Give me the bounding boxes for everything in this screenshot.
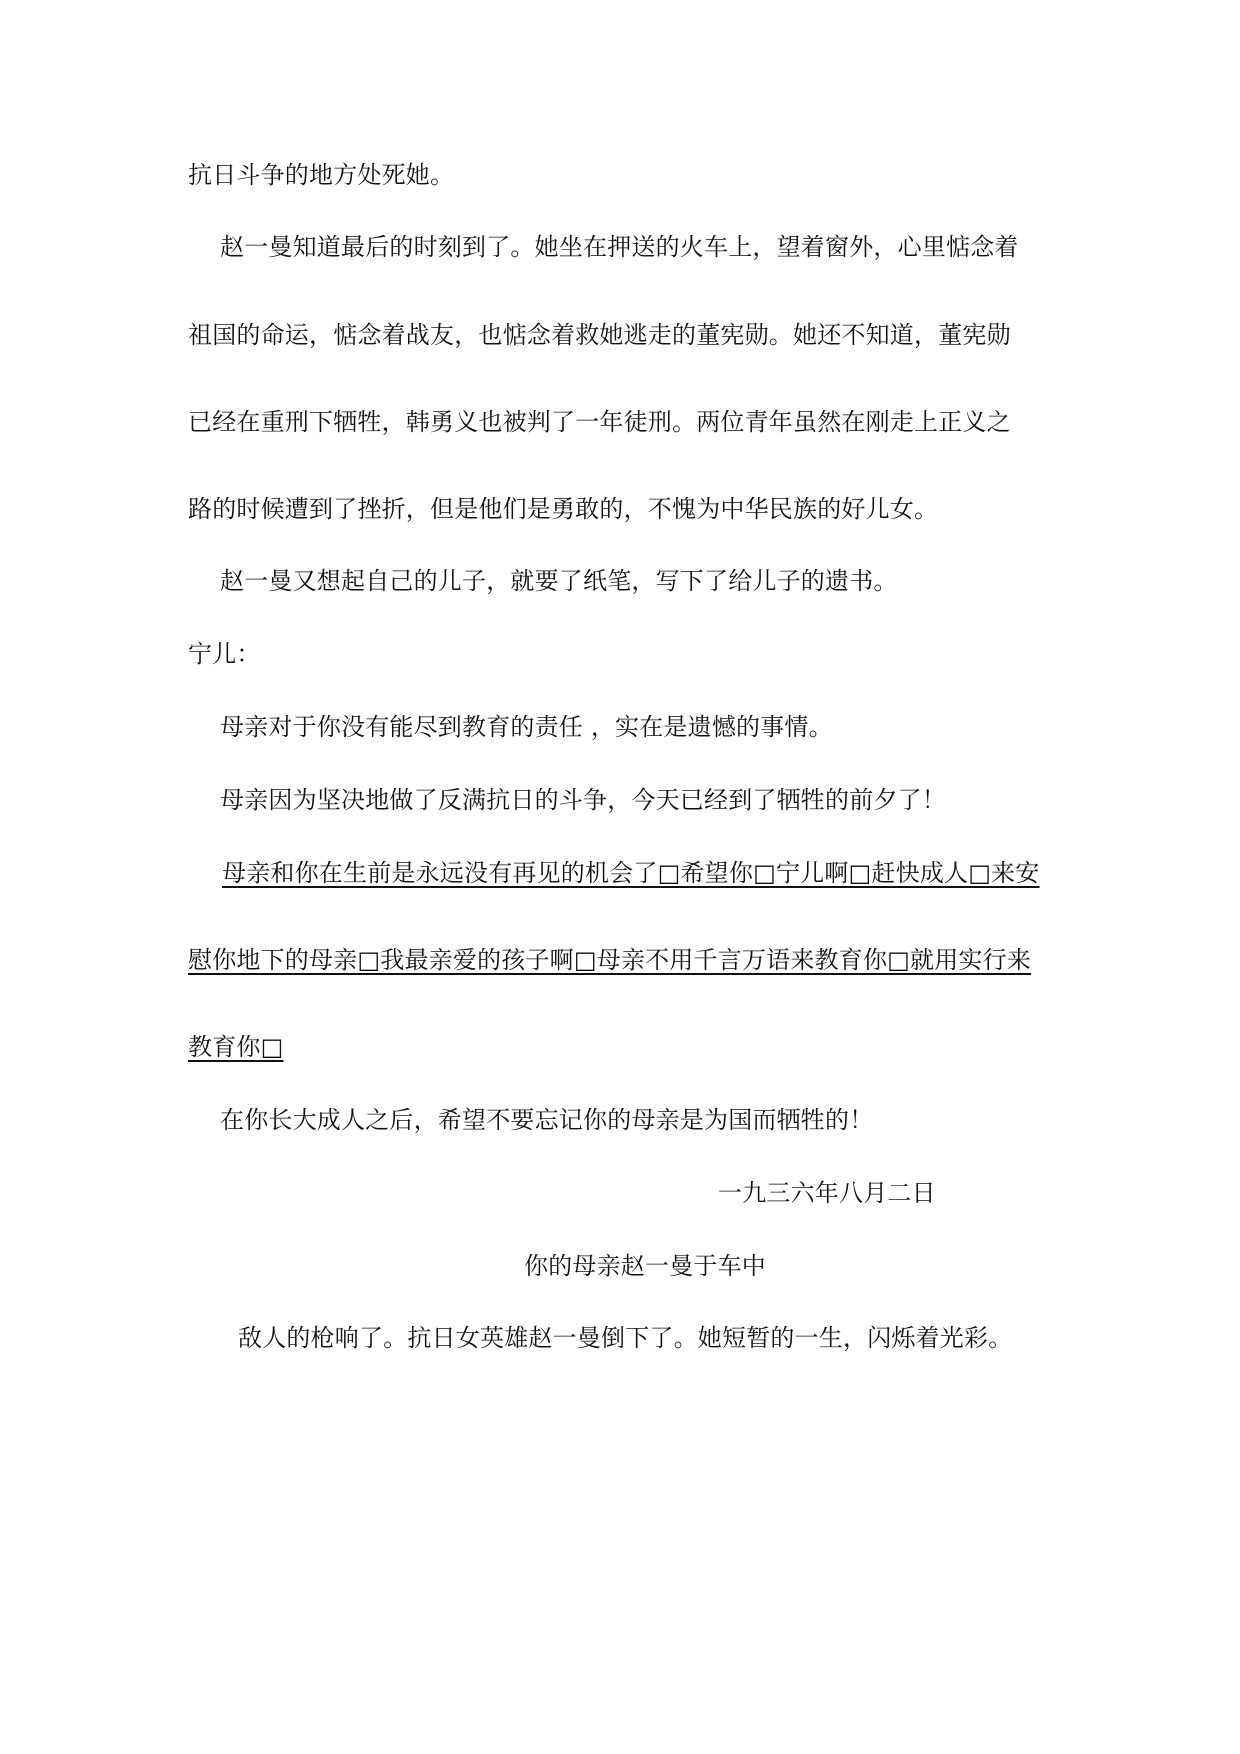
letter-line-underlined: 教育你□ (188, 1033, 284, 1061)
letter-line: 母亲对于你没有能尽到教育的责任 ，实在是遗憾的事情。 (220, 713, 833, 741)
letter-line-underlined: 慰你地下的母亲□我最亲爱的孩子啊□母亲不用千言万语来教育你□就用实行来 (188, 946, 1032, 974)
paragraph-line: 赵一曼又想起自己的儿子，就要了纸笔，写下了给儿子的遗书。 (220, 567, 898, 595)
paragraph-line: 赵一曼知道最后的时刻到了。她坐在押送的火车上，望着窗外，心里惦念着 (220, 233, 1019, 261)
paragraph-line: 祖国的命运，惦念着战友，也惦念着救她逃走的董宪勋。她还不知道，董宪勋 (188, 321, 1011, 349)
paragraph-line: 抗日斗争的地方处死她。 (188, 161, 455, 189)
letter-line-underlined: 母亲和你在生前是永远没有再见的机会了□希望你□宁儿啊□赶快成人□来安 (222, 859, 1040, 887)
paragraph-line: 已经在重刑下牺牲，韩勇义也被判了一年徒刑。两位青年虽然在刚走上正义之 (188, 408, 1011, 436)
paragraph-line: 敌人的枪响了。抗日女英雄赵一曼倒下了。她短暂的一生，闪烁着光彩。 (238, 1324, 1013, 1352)
letter-salutation: 宁儿： (188, 640, 261, 668)
letter-line: 母亲因为坚决地做了反满抗日的斗争，今天已经到了牺牲的前夕了！ (220, 786, 946, 814)
letter-signature: 你的母亲赵一曼于车中 (524, 1252, 766, 1280)
letter-line: 在你长大成人之后，希望不要忘记你的母亲是为国而牺牲的！ (220, 1106, 874, 1134)
paragraph-line: 路的时候遭到了挫折，但是他们是勇敢的，不愧为中华民族的好儿女。 (188, 495, 939, 523)
letter-date: 一九三六年八月二日 (718, 1179, 936, 1207)
